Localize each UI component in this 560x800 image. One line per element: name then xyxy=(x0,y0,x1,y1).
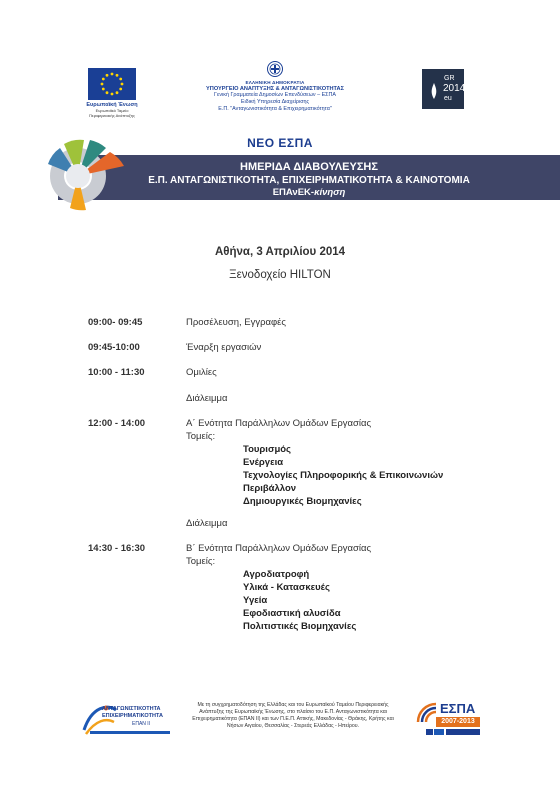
ministry-line-2: Ειδική Υπηρεσία Διαχείρισης xyxy=(240,99,310,105)
sector-item: Πολιτιστικές Βιομηχανίες xyxy=(243,621,357,632)
greek-emblem-icon xyxy=(266,60,284,78)
eu-title: Ευρωπαϊκή Ένωση xyxy=(86,102,138,108)
espa-logo xyxy=(414,700,480,738)
sector-item: Υγεία xyxy=(243,595,268,606)
schedule-activity: Προσέλευση, Εγγραφές xyxy=(186,317,286,328)
schedule-time: 10:00 - 11:30 xyxy=(88,367,145,378)
schedule-time: 09:45-10:00 xyxy=(88,342,140,353)
sectors-label: Τομείς: xyxy=(186,431,216,442)
banner-line-3 xyxy=(58,187,560,198)
gr-year: 2014 xyxy=(443,83,466,94)
sectors-label: Τομείς: xyxy=(186,556,216,567)
gr-label: GR xyxy=(444,75,455,82)
op-logo-title: ΑΝΤΑΓΩΝΙΣΤΙΚΟΤΗΤΑ xyxy=(102,706,161,712)
ministry-header xyxy=(160,60,390,113)
banner-line-2: Ε.Π. ΑΝΤΑΓΩΝΙΣΤΙΚΟΤΗΤΑ, ΕΠΙΧΕΙΡΗΜΑΤΙΚΟΤΗΤΑ & ΚΑΙΝΟΤΟΜΙΑ xyxy=(148,175,470,186)
banner-line-1: ΗΜΕΡΙΔΑ ΔΙΑΒΟΥΛΕΥΣΗΣ xyxy=(240,161,378,173)
schedule-break: Διάλειμμα xyxy=(186,393,228,404)
event-venue: Ξενοδοχείο HILTON xyxy=(229,269,331,281)
schedule-time: 12:00 - 14:00 xyxy=(88,418,146,429)
schedule-break: Διάλειμμα xyxy=(186,518,228,529)
neo-espa-title: ΝΕΟ ΕΣΠΑ xyxy=(247,136,313,150)
footer-funding-text xyxy=(178,702,408,730)
footer-text-line: Με τη συγχρηματοδότηση της Ελλάδας και του Ευρωπαϊκού Ταμείου Περιφερειακής xyxy=(197,702,389,708)
ministry-line-3: Ε.Π. "Ανταγωνιστικότητα & Επιχειρηματικότητα" xyxy=(218,106,332,112)
sector-item: Υλικά - Κατασκευές xyxy=(243,582,330,593)
footer-text-line: Επιχειρηματικότητα (ΕΠΑΝ ΙΙ) και των Π.Ε.Π. Αττικής, Μακεδονίας - Θράκης, Κρήτης και xyxy=(192,716,394,722)
schedule-activity: Α΄ Ενότητα Παράλληλων Ομάδων Εργασίας xyxy=(186,418,372,429)
banner-line-3-prefix: ΕΠΑνΕΚ- xyxy=(272,187,315,198)
eu-logo xyxy=(84,68,140,118)
espa-years: 2007-2013 xyxy=(436,717,480,727)
event-date: Αθήνα, 3 Απριλίου 2014 xyxy=(214,246,346,258)
op-logo-sub: ΕΠΑΝ ΙΙ xyxy=(132,721,151,727)
sector-item: Δημιουργικές Βιομηχανίες xyxy=(243,496,362,507)
gr2014-logo xyxy=(422,69,464,109)
ministry-line-1: Γενική Γραμματεία Δημοσίων Επενδύσεων – ΕΣΠΑ xyxy=(213,92,337,98)
republic-label: ΕΛΛΗΝΙΚΗ ΔΗΜΟΚΡΑΤΙΑ xyxy=(245,80,305,85)
greek-flag-icon xyxy=(434,729,444,735)
sector-item: Τουρισμός xyxy=(243,444,292,455)
eu-subtitle-2: Περιφερειακής Ανάπτυξης xyxy=(89,113,135,118)
drop-icon xyxy=(430,83,438,99)
schedule-activity: Έναρξη εργασιών xyxy=(186,342,262,353)
sector-item: Εφοδιαστική αλυσίδα xyxy=(243,608,341,619)
gr-eu: eu xyxy=(444,95,452,102)
schedule-time: 14:30 - 16:30 xyxy=(88,543,146,554)
schedule-time: 09:00- 09:45 xyxy=(88,317,143,328)
sector-item: Τεχνολογίες Πληροφορικής & Επικοινωνιών xyxy=(243,470,444,481)
sector-item: Περιβάλλον xyxy=(243,483,297,494)
op-logo-title-2: ΕΠΙΧΕΙΡΗΜΑΤΙΚΟΤΗΤΑ xyxy=(102,713,163,719)
eu-subtitle: Ευρωπαϊκό Ταμείο xyxy=(95,108,129,113)
sector-item: Αγροδιατροφή xyxy=(243,569,310,580)
schedule-activity: Β΄ Ενότητα Παράλληλων Ομάδων Εργασίας xyxy=(186,543,372,554)
op-logo xyxy=(82,700,172,740)
eu-mini-flag-icon xyxy=(426,729,433,735)
sector-item: Ενέργεια xyxy=(243,457,284,468)
op-logo-bar xyxy=(90,731,170,734)
footer-text-line: Ανάπτυξης της Ευρωπαϊκής Ένωσης, στο πλαίσιο του Ε.Π. Ανταγωνιστικότητα και xyxy=(199,709,387,715)
schedule-activity: Ομιλίες xyxy=(186,367,217,378)
espa-slogan-bar xyxy=(446,729,480,735)
title-banner xyxy=(58,155,560,200)
color-wheel-icon xyxy=(40,134,126,220)
espa-arcs-icon xyxy=(416,702,438,724)
ministry-name: ΥΠΟΥΡΓΕΙΟ ΑΝΑΠΤΥΞΗΣ & ΑΝΤΑΓΩΝΙΣΤΙΚΟΤΗΤΑΣ xyxy=(206,86,344,92)
banner-line-3-italic: κίνηση xyxy=(314,187,346,198)
eu-flag-icon xyxy=(88,68,136,100)
espa-word: ΕΣΠΑ xyxy=(440,701,476,716)
footer-text-line: Νήσων Αιγαίου, Θεσσαλίας - Στερεάς Ελλάδας - Ηπείρου. xyxy=(226,723,360,729)
